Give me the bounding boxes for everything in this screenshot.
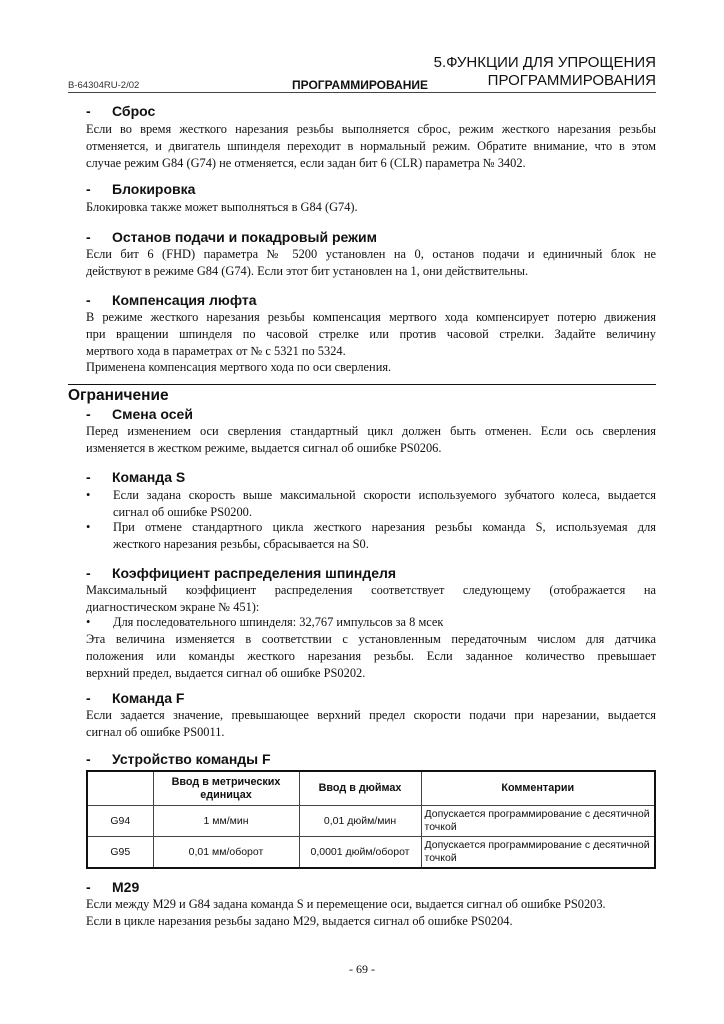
- heading-text: Блокировка: [112, 181, 196, 197]
- column-header: [87, 771, 153, 806]
- text-line: отменяется, и двигатель шпинделя переходит в нормальный режим. Обратите внимание, что в этом: [86, 138, 656, 153]
- table-header-row: [87, 771, 655, 806]
- dash-marker: -: [86, 565, 91, 581]
- table-cell-comment: Допускается программирование с десятичной точкой: [421, 837, 655, 869]
- dash-marker: -: [86, 879, 91, 895]
- table-cell-inch: 0,0001 дюйм/оборот: [299, 837, 421, 869]
- chapter-title: [434, 54, 656, 90]
- text-line: Если во время жесткого нарезания резьбы выполняется сброс, режим жесткого нарезания резьбы: [86, 122, 656, 136]
- text-line: действуют в режиме G84 (G74). Если этот бит установлен на 1, они действительны.: [86, 263, 529, 278]
- dash-marker: -: [86, 292, 91, 308]
- table-row: [87, 837, 655, 869]
- header-section-label: ПРОГРАММИРОВАНИЕ: [292, 78, 429, 92]
- heading-text: Команда S: [112, 469, 186, 485]
- text-line: При отмене стандартного цикла жесткого нарезания резьбы команда S, используемая для: [113, 520, 656, 534]
- heading-text: Устройство команды F: [112, 751, 271, 767]
- paragraph-distribution-after: [86, 631, 656, 681]
- paragraph-reset: [86, 121, 656, 171]
- heading-text: Команда F: [112, 690, 185, 706]
- text-line: случае режим G84 (G74) не отменяется, если задан бит 6 (CLR) параметра № 3402.: [86, 155, 526, 170]
- bullet-item: [86, 487, 656, 521]
- dash-marker: -: [86, 229, 91, 245]
- table-row: [87, 806, 655, 837]
- text-line: Если задается значение, превышающее верхний предел скорости подачи при нарезании, выдается: [86, 708, 656, 722]
- heading-text: M29: [112, 879, 140, 895]
- dash-marker: -: [86, 103, 91, 119]
- heading-text: Компенсация люфта: [112, 292, 257, 308]
- text-line: изменяется в жестком режиме, выдается сигнал об ошибке PS0206.: [86, 440, 442, 455]
- document-number: B-64304RU-2/02: [68, 80, 140, 91]
- table-cell-code: G95: [87, 837, 153, 869]
- text-line: при вращении шпинделя по часовой стрелке или против часовой стрелки. Задайте величину: [86, 326, 656, 341]
- text-line: Блокировка также может выполняться в G84 (G74).: [86, 200, 358, 214]
- text-line: Применена компенсация мертвого хода по оси сверления.: [86, 360, 392, 375]
- table-cell-code: G94: [87, 806, 153, 837]
- heading-axis-change: [86, 406, 193, 422]
- dash-marker: -: [86, 406, 91, 422]
- heading-m29: [86, 879, 139, 895]
- text-line: сигнал об ошибке PS0011.: [86, 724, 225, 739]
- chapter-title-line-2: ПРОГРАММИРОВАНИЯ: [487, 72, 656, 89]
- text-line: Эта величина изменяется в соответствии с установленным передаточным числом для датчика: [86, 632, 656, 646]
- heading-text: Смена осей: [112, 406, 193, 422]
- heading-text: Коэффициент распределения шпинделя: [112, 565, 397, 581]
- bullet-icon: •: [86, 615, 91, 629]
- paragraph-axis-change: [86, 423, 656, 457]
- text-line: В режиме жесткого нарезания резьбы компенсация мертвого хода компенсирует потерю движения: [86, 310, 656, 324]
- heading-s-command: [86, 469, 185, 485]
- table-cell-metric: 0,01 мм/оборот: [153, 837, 299, 869]
- paragraph-m29: [86, 896, 656, 930]
- bullet-item: [86, 614, 656, 631]
- heading-f-units: [86, 751, 271, 767]
- column-header-metric: Ввод в метрических единицах: [153, 771, 299, 806]
- section-rule: [68, 384, 656, 385]
- text-line: диагностическом экране № 451):: [86, 599, 260, 614]
- text-line: жесткого нарезания резьбы, сбрасывается на S0.: [113, 536, 369, 551]
- f-units-table: [86, 770, 656, 869]
- text-line: Перед изменением оси сверления стандартный цикл должен быть отменен. Если ось сверления: [86, 424, 656, 438]
- column-header-comments: Комментарии: [421, 771, 655, 806]
- column-header-inch: Ввод в дюймах: [299, 771, 421, 806]
- text-line: сигнал об ошибке PS0200.: [113, 504, 252, 519]
- text-line: Если между M29 и G84 задана команда S и перемещение оси, выдается сигнал об ошибке PS0203.: [86, 897, 606, 911]
- text-line: Если в цикле нарезания резьбы задано M29, выдается сигнал об ошибке PS0204.: [86, 913, 513, 928]
- paragraph-distribution-intro: [86, 582, 656, 616]
- heading-feed-hold: [86, 229, 377, 245]
- heading-text: Сброс: [112, 103, 156, 119]
- bullet-item: [86, 519, 656, 553]
- bullet-icon: •: [86, 520, 91, 534]
- paragraph-f-command: [86, 707, 656, 741]
- section-title-limitation: Ограничение: [68, 387, 169, 404]
- table-cell-comment: Допускается программирование с десятичной точкой: [421, 806, 655, 837]
- text-line: положения или команды жесткого нарезания резьбы. Если заданное количество превышает: [86, 648, 656, 663]
- heading-backlash: [86, 292, 257, 308]
- dash-marker: -: [86, 690, 91, 706]
- bullet-icon: •: [86, 488, 91, 502]
- paragraph-feed-hold: [86, 246, 656, 280]
- text-line: Если бит 6 (FHD) параметра № 5200 установлен на 0, останов подачи и единичный блок не: [86, 247, 656, 261]
- heading-interlock: [86, 181, 195, 197]
- heading-distribution: [86, 565, 396, 581]
- text-line: Для последовательного шпинделя: 32,767 импульсов за 8 мсек: [113, 615, 444, 629]
- heading-text: Останов подачи и покадровый режим: [112, 229, 377, 245]
- text-line: верхний предел, выдается сигнал об ошибке PS0202.: [86, 665, 366, 680]
- page-number: - 69 -: [349, 962, 375, 976]
- dash-marker: -: [86, 751, 91, 767]
- text-line: мертвого хода в параметрах от № с 5321 по 5324.: [86, 343, 346, 358]
- heading-f-command: [86, 690, 184, 706]
- paragraph-backlash: [86, 309, 656, 376]
- table-cell-inch: 0,01 дюйм/мин: [299, 806, 421, 837]
- text-line: Максимальный коэффициент распределения соответствует следующему (отображается на: [86, 583, 656, 597]
- dash-marker: -: [86, 469, 91, 485]
- text-line: Если задана скорость выше максимальной скорости используемого зубчатого колеса, выдается: [113, 488, 656, 502]
- dash-marker: -: [86, 181, 91, 197]
- chapter-title-line-1: 5.ФУНКЦИИ ДЛЯ УПРОЩЕНИЯ: [433, 54, 656, 71]
- heading-reset: [86, 103, 155, 119]
- paragraph-interlock: [86, 199, 656, 216]
- header-rule: [68, 92, 656, 93]
- table-cell-metric: 1 мм/мин: [153, 806, 299, 837]
